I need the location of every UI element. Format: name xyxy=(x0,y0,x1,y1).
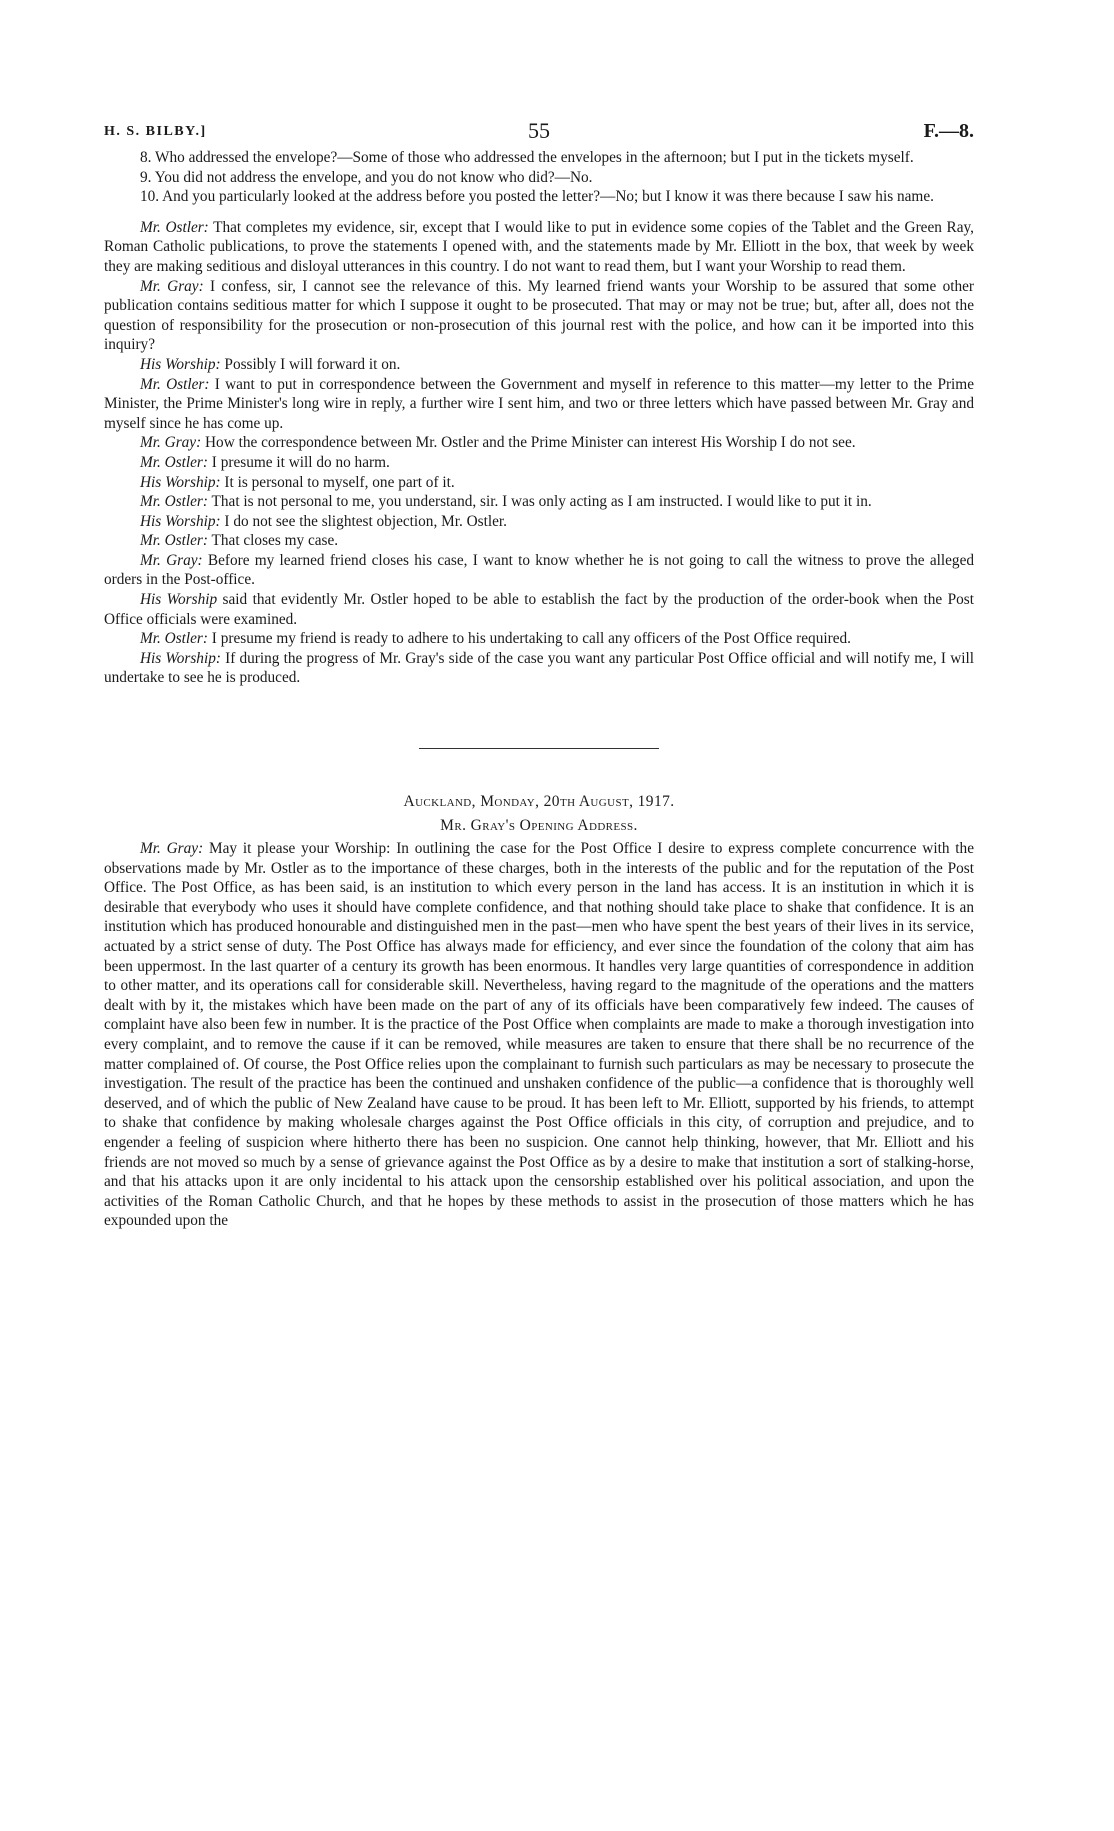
speech-text: That closes my case. xyxy=(207,532,339,550)
speaker-name: His Worship: xyxy=(140,473,221,491)
dialogue-paragraph xyxy=(104,375,974,434)
speech-text: May it please your Worship: In outlining the case for the Post Office I desire to express complete concurrence with the observations made by Mr. Ostler as to the importance of these charges, both in the interests of the public and for the reputation of the Post Office. The Post Office, as has been said, is an institution to which every person in the land has access. It is an institution in which it is desirable that everybody who uses it should have complete confidence, and that nothing should take place to shake that confidence. It is an institution which has produced honourable and distinguished men in the past—men who have spent the best years of their lives in its service, actuated by a strict sense of duty. The Post Office has always made for efficiency, and ever since the foundation of the colony that aim has been uppermost. In the last quarter of a century its growth has been enormous. It handles very large quantities of correspondence in addition to other matter, and its operations call for considerable skill. Nevertheless, having regard to the magnitude of the operations and the matters dealt with by it, the mistakes which have been made on the part of any of its officials have been comparatively few indeed. The causes of complaint have also been few in number. It is the practice of the Post Office when complaints are made to make a thorough investigation into every complaint, and to remove the cause if it can be removed, while measures are taken to ensure that there shall be no recurrence of the matter complained of. Of course, the Post Office relies upon the complainant to furnish such particulars as may be necessary to prosecute the investigation. The result of the practice has been the continued and unshaken confidence of the public—a confidence that is thoroughly well deserved, and of which the public of New Zealand have cause to be proud. It has been left to Mr. Elliott, supported by his friends, to attempt to shake that confidence by making wholesale charges against the Post Office officials in this city, of corruption and prejudice, and to engender a feeling of suspicion where hitherto there has been no suspicion. One cannot help thinking, however, that Mr. Elliott and his friends are not moved so much by a sense of grievance against the Post Office as by a desire to make that institution a sort of stalking-horse, and that his attacks upon it are only incidental to his attack upon the censorship established over his political association, and upon the activities of the Roman Catholic Church, and that he hopes by these methods to assist in the prosecution of those matters which he has expounded upon the xyxy=(104,840,974,1230)
dialogue-paragraph xyxy=(104,433,974,453)
qa-item: 8. Who addressed the envelope?—Some of those who addressed the envelopes in the afternoon; but I put in the tickets myself. xyxy=(140,149,914,166)
speech-text: How the correspondence between Mr. Ostler and the Prime Minister can interest His Worship I do not see. xyxy=(201,434,856,452)
dateline: Auckland, Monday, 20th August, 1917. xyxy=(403,793,675,811)
speaker-name: His Worship: xyxy=(140,512,221,530)
opening-address-paragraph xyxy=(104,839,974,1231)
dialogue xyxy=(104,218,974,688)
speaker-name: Mr. Gray: xyxy=(140,277,204,295)
speech-text: said that evidently Mr. Ostler hoped to be able to establish the fact by the production of the order-book when the Post Office officials were examined. xyxy=(104,591,974,628)
speech-text: I confess, sir, I cannot see the relevance of this. My learned friend wants your Worship to be assured that some other publication contains seditious matter for which I suppose it ought to be prosecuted. That may or may not be true; but, after all, does not the question of responsibility for the prosecution or non-prosecution of this journal rest with the police, and how can it be imported into this inquiry? xyxy=(104,277,974,354)
speaker-name: Mr. Gray: xyxy=(140,840,204,858)
speech-text: I presume my friend is ready to adhere to his undertaking to call any officers of the Post Office required. xyxy=(207,630,851,648)
header-witness-name: H. S. BILBY.] xyxy=(104,124,207,139)
dialogue-paragraph xyxy=(104,277,974,355)
page-number: 55 xyxy=(528,118,550,143)
qa-item: 9. You did not address the envelope, and you do not know who did?—No. xyxy=(140,168,593,186)
speaker-name: Mr. Ostler: xyxy=(140,375,210,393)
speech-text: Possibly I will forward it on. xyxy=(220,355,401,373)
section-divider xyxy=(419,748,659,749)
dialogue-paragraph xyxy=(104,492,974,512)
speech-text: I presume it will do no harm. xyxy=(207,453,390,471)
dialogue-paragraph xyxy=(104,649,974,688)
speech-text: That completes my evidence, sir, except that I would like to put in evidence some copies of the Tablet and the Green Ray, Roman Catholic publications, to prove the statements I opened with, and the statements made by Mr. Elliott in the box, that week by week they are making seditious and disloyal utterances in this country. I do not want to read them, but I want your Worship to read them. xyxy=(104,218,974,275)
document-page xyxy=(104,118,974,1231)
dialogue-paragraph xyxy=(104,218,974,277)
speaker-name: Mr. Ostler: xyxy=(140,630,208,648)
dialogue-paragraph xyxy=(104,355,974,375)
speech-text: Before my learned friend closes his case, I want to know whether he is not going to call the witness to prove the alleged orders in the Post-office. xyxy=(104,551,975,589)
questions-answers xyxy=(104,148,974,207)
speaker-name: Mr. Gray: xyxy=(140,434,202,452)
speaker-name: Mr. Ostler: xyxy=(140,532,208,550)
page-header xyxy=(104,118,974,148)
speaker-name: Mr. Ostler: xyxy=(140,453,208,471)
speaker-name: Mr. Ostler: xyxy=(140,218,209,236)
speech-text: If during the progress of Mr. Gray's side of the case you want any particular Post Office official and will notify me, I will undertake to see he is produced. xyxy=(104,649,974,687)
speech-text: I do not see the slightest objection, Mr. Ostler. xyxy=(220,512,507,530)
dialogue-paragraph xyxy=(104,629,974,649)
speaker-name: Mr. Gray: xyxy=(140,551,203,569)
speaker-name: Mr. Ostler: xyxy=(140,493,208,511)
speech-text: That is not personal to me, you understand, sir. I was only acting as I am instructed. I would like to put it in. xyxy=(207,493,872,511)
dialogue-paragraph xyxy=(104,590,974,629)
speaker-name: His Worship xyxy=(140,591,218,609)
dialogue-paragraph xyxy=(104,512,974,532)
dialogue-paragraph xyxy=(104,551,974,590)
speech-text: I want to put in correspondence between the Government and myself in reference to this matter—my letter to the Prime Minister, the Prime Minister's long wire in reply, a further wire I sent him, and two or three letters which have passed between Mr. Gray and myself since he has come up. xyxy=(104,375,974,432)
document-reference: F.—8. xyxy=(923,120,974,142)
dialogue-paragraph xyxy=(104,473,974,493)
dialogue-paragraph xyxy=(104,453,974,473)
speech-text: It is personal to myself, one part of it. xyxy=(220,473,455,491)
section-title: Mr. Gray's Opening Address. xyxy=(440,817,638,835)
speaker-name: His Worship: xyxy=(140,649,221,667)
dialogue-paragraph xyxy=(104,531,974,551)
speaker-name: His Worship: xyxy=(140,355,221,373)
qa-item: 10. And you particularly looked at the address before you posted the letter?—No; but I know it was there because I saw his name. xyxy=(140,188,934,206)
